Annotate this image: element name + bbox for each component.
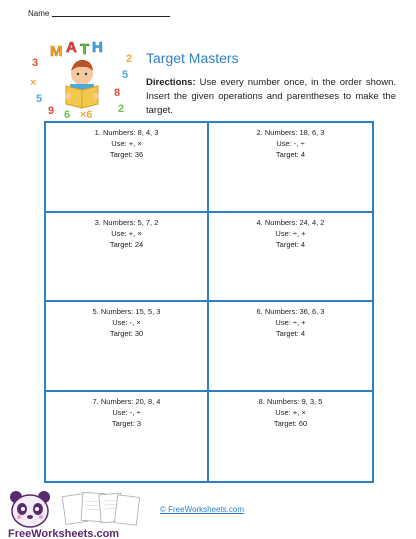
worksheet-stack-icon <box>62 492 139 525</box>
name-blank-line[interactable] <box>52 16 170 17</box>
svg-text:5: 5 <box>122 69 129 81</box>
problem-cell[interactable] <box>46 213 209 303</box>
problem-cell[interactable] <box>209 123 372 213</box>
problem-target: Target: 60 <box>273 418 308 428</box>
worksheet-title: Target Masters <box>146 50 239 66</box>
problem-operations: Use: +, × <box>275 407 306 417</box>
svg-text:M: M <box>50 43 63 60</box>
problem-cell[interactable] <box>46 302 209 392</box>
directions <box>146 76 396 118</box>
problem-numbers: 7. Numbers: 20, 8, 4 <box>92 396 161 406</box>
problem-target: Target: 3 <box>111 418 142 428</box>
svg-text:×: × <box>30 77 37 89</box>
problem-target: Target: 36 <box>109 150 144 159</box>
panda-icon <box>10 491 50 527</box>
svg-text:3: 3 <box>32 57 39 69</box>
kid-reading-illustration <box>65 60 99 108</box>
name-label: Name <box>28 9 50 18</box>
problem-numbers: 8. Numbers: 9, 3, 5 <box>258 396 323 406</box>
svg-text:×6: ×6 <box>80 109 93 120</box>
svg-text:A: A <box>66 39 77 56</box>
problem-numbers: 5. Numbers: 15, 5, 3 <box>92 307 161 316</box>
problem-operations: Use: -, ÷ <box>276 139 305 148</box>
svg-text:T: T <box>80 41 90 58</box>
problem-numbers: 6. Numbers: 36, 6, 3 <box>256 307 325 316</box>
problem-target: Target: 30 <box>109 329 144 338</box>
problem-numbers: 3. Numbers: 5, 7, 2 <box>94 217 159 227</box>
svg-text:5: 5 <box>36 93 43 105</box>
problem-operations: Use: ÷, + <box>275 228 306 238</box>
math-kid-logo <box>30 36 136 120</box>
footer-link[interactable]: © FreeWorksheets.com <box>160 505 244 514</box>
problem-operations: Use: +, × <box>111 228 142 238</box>
problem-cell[interactable] <box>46 123 209 213</box>
math-word-art <box>50 39 103 60</box>
problem-operations: Use: -, × <box>112 318 141 327</box>
svg-text:6: 6 <box>64 109 71 120</box>
problem-grid <box>44 121 374 483</box>
svg-text:9: 9 <box>48 105 55 117</box>
problem-numbers: 4. Numbers: 24, 4, 2 <box>256 217 325 227</box>
name-field <box>28 9 170 18</box>
problem-operations: Use: +, × <box>111 139 142 148</box>
problem-numbers: 1. Numbers: 8, 4, 3 <box>94 128 159 137</box>
problem-cell[interactable] <box>209 392 372 482</box>
footer-brand: FreeWorksheets.com <box>8 528 120 539</box>
problem-target: Target: 24 <box>109 239 144 249</box>
problem-numbers: 2. Numbers: 18, 6, 3 <box>256 128 325 137</box>
freeworksheets-panda-logo <box>2 487 152 539</box>
svg-text:H: H <box>92 39 103 56</box>
problem-cell[interactable] <box>209 213 372 303</box>
directions-text: Use every number once, in the order shown. Insert the given operations and parentheses to make the target. <box>146 77 397 116</box>
problem-target: Target: 4 <box>275 150 306 159</box>
svg-text:2: 2 <box>118 103 125 115</box>
problem-cell[interactable] <box>46 392 209 482</box>
problem-operations: Use: -, ÷ <box>112 407 141 417</box>
problem-operations: Use: ÷, + <box>275 318 306 327</box>
svg-text:8: 8 <box>114 87 121 99</box>
problem-cell[interactable] <box>209 302 372 392</box>
svg-text:2: 2 <box>126 53 133 65</box>
problem-target: Target: 4 <box>275 239 306 249</box>
problem-target: Target: 4 <box>275 329 306 338</box>
directions-label: Directions: <box>146 77 196 88</box>
